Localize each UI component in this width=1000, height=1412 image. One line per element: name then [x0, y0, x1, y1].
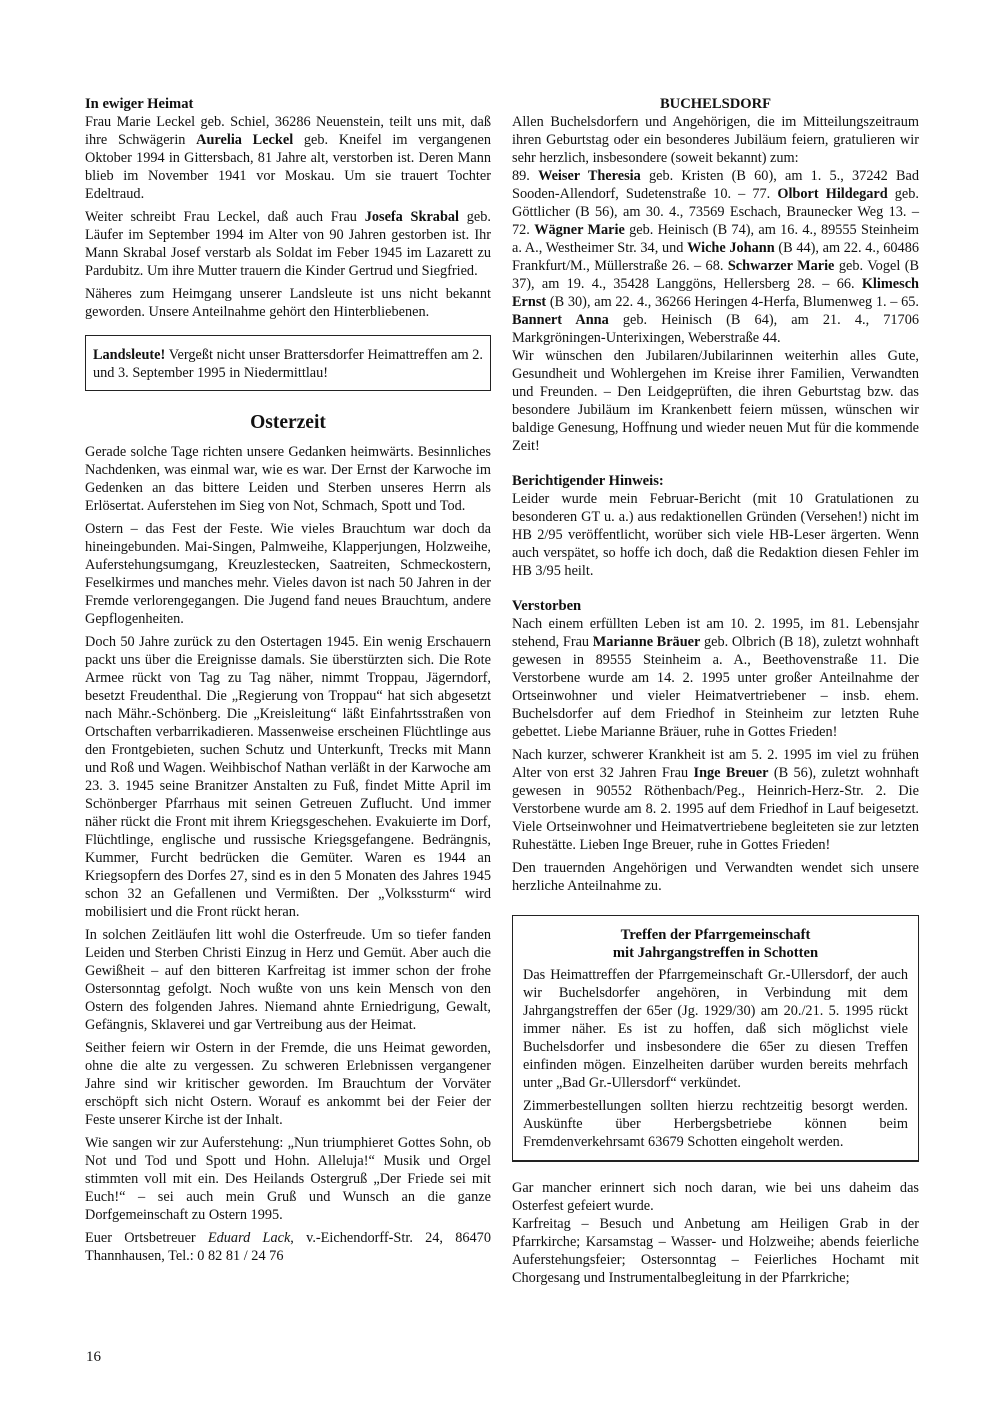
paragraph: Wie sangen wir zur Auferstehung: „Nun triumphieret Gottes Sohn, ob Not und Tod und Spott und Hohn. Alleluja!“ Musik und Orgel stimmten voll mit ein. Des Heilands Ostergruß „Der Friede sei mit Euch!“ – sei auch mein Gruß und Wunsch an die ganze Dorfgemeinschaft zu Ostern 1995. — [85, 1135, 491, 1223]
section-heading: Verstorben — [512, 598, 582, 614]
person-name: Wiche Johann — [687, 240, 775, 256]
signature-paragraph: Euer Ortsbetreuer Eduard Lack, v.-Eichendorff-Str. 24, 86470 Thannhausen, Tel.: 0 82 81 / 24 76 — [85, 1230, 491, 1264]
person-name: Wägner Marie — [534, 222, 625, 238]
osterzeit-article — [85, 411, 491, 1265]
paragraph: Zimmerbestellungen sollten hierzu rechtzeitig besorgt werden. Auskünfte über Herbergsbetriebe können beim Fremdenverkehrsamt 63679 Schotten eingeholt werden. — [523, 1098, 908, 1150]
box-title: Treffen der Pfarrgemeinschaft mit Jahrgangstreffen in Schotten — [612, 927, 819, 961]
paragraph: Weiter schreibt Frau Leckel, daß auch Frau Josefa Skrabal geb. Läufer im September 1994 im Alter von 90 Jahren gestorben ist. Ihr Mann Skrabal Josef verstarb als Soldat im Feber 1945 im Lazarett zu Pardubitz. Um ihre Mutter trauern die Kinder Gertrud und Siegfried. — [85, 209, 491, 279]
person-name: Olbort Hildegard — [777, 186, 888, 202]
spacer — [512, 460, 919, 472]
paragraph: Seither feiern wir Ostern in der Fremde, die uns Heimat geworden, ohne die alte zu vergessen. Zu schweren Erlebnissen vergangener Jahre sind wir kritischer geworden. Im Brauchtum der Vorväter erschöpft sich nicht Ostern. Worauf es ankommt bei der Feier der Feste unserer Kirche ist der Inhalt. — [85, 1040, 491, 1128]
verstorben-section — [512, 597, 919, 895]
paragraph: Doch 50 Jahre zurück zu den Ostertagen 1945. Ein wenig Erschauern packt uns über die Ereignisse damals. Sie überstürzten sich. Die Rote Armee rückt von Tag zu Tag näher, nimmt Troppau, Jägerndorf, besetzt Freudenthal. Die „Regierung von Troppau“ hat sich abgesetzt nach Mähr.-Schönberg. Die „Kreisleitung“ läßt Einfahrtsstraßen von Ortschaften verbarrikadieren. Massenweise erscheinen Flüchtlinge aus den Frontgebieten, suchen Schutz und Unterkunft, Trecks mit Mann und Roß und Wagen. Weihbischof Nathan verläßt in der Karwoche am 23. 3. 1945 seine Branitzer Anstalten zu Fuß, findet Mitte April im Schönberger Pfarrhaus mit seinen Getreuen Zuflucht. Und immer näher rückt die Front mit ihrem Kriegsgeschehen. Evakuierte im Dorf, Flüchtlinge, englische und russische Kriegsgefangene. Bedrängnis, Kummer, Furcht bedrücken die Gemüter. Waren es 1944 an Kriegsopfern des Dorfes 27, sind es in den 5 Monaten des Jahres 1945 schon 32 an Gefallenen und Vermißten. Der „Volkssturm“ wird mobilisiert und die Front rückt heran. — [85, 634, 491, 920]
notice-text: Landsleute! Vergeßt nicht unser Brattersdorfer Heimattreffen am 2. und 3. September 1995 in Niedermittlau! — [93, 347, 483, 381]
person-name: Weiser Theresia — [538, 168, 641, 184]
paragraph: Den trauernden Angehörigen und Verwandten wendet sich unsere herzliche Anteilnahme zu. — [512, 860, 919, 894]
paragraph: Das Heimattreffen der Pfarrgemeinschaft Gr.-Ullersdorf, der auch wir Buchelsdorfer angehören, in Verbindung mit dem Jahrgangstreffen der 65er (Jg. 1929/30) am 20./21. 5. 1995 rückt immer näher. Es ist zu hoffen, daß sich möglichst viele Buchelsdorfer und insbesondere die 65er zu diesen Treffen einfinden mögen. Einzelheiten darüber wurden bereits mehrfach unter „Bad Gr.-Ullersdorf“ verkündet. — [523, 967, 908, 1091]
section-heading: Berichtigender Hinweis: — [512, 473, 664, 489]
person-name: Marianne Bräuer — [592, 634, 701, 650]
paragraph: Nach einem erfüllten Leben ist am 10. 2. 1995, im 81. Lebensjahr stehend, Frau Marianne Bräuer geb. Olbrich (B 18), zuletzt wohnhaft gewesen in 89555 Steinheim a. A., Beethovenstraße 11. Die Verstorbene wurde am 14. 2. 1995 unter großer Anteilnahme der Ortseinwohner und vieler Heimatvertriebener – insb. ehem. Buchelsdorfer auf dem Friedhof in Steinheim zur letzten Ruhe gebettet. Liebe Marianne Bräuer, ruhe in Gottes Frieden! — [512, 616, 919, 740]
heimattreffen-notice-box — [85, 335, 491, 391]
paragraph: Allen Buchelsdorfern und Angehörigen, die im Mitteilungszeitraum ihren Geburtstag oder ein besonderes Jubiläum feiern, gratulieren wir sehr herzlich, insbesondere (soweit bekannt) zum: — [512, 114, 919, 166]
paragraph: Gar mancher erinnert sich noch daran, wie bei uns daheim das Osterfest gefeiert wurde. — [512, 1180, 919, 1214]
left-column — [85, 95, 491, 1270]
paragraph: Frau Marie Leckel geb. Schiel, 36286 Neuenstein, teilt uns mit, daß ihre Schwägerin Aurelia Leckel geb. Kneifel im vergangenen Oktober 1994 in Gittersbach, 81 Jahre alt, verstorben ist. Deren Mann blieb im November 1941 vor Moskau. Um sie trauert Tochter Edeltraud. — [85, 114, 491, 202]
osterfest-erinnerung-section — [512, 1179, 919, 1287]
in-ewiger-heimat-section — [85, 95, 491, 321]
paragraph: Gerade solche Tage richten unsere Gedanken heimwärts. Besinnliches Nachdenken, was einmal war, wie es war. Der Ernst der Karwoche im Gedenken an das bittere Leiden und Sterben unseres Herrn als Erlösertat. Auferstehen im Sieg von Not, Schmach, Spott und Tod. — [85, 444, 491, 514]
person-name: Klimesch Ernst — [512, 276, 919, 310]
person-name: Schwarzer Marie — [727, 258, 835, 274]
paragraph: Leider wurde mein Februar-Bericht (mit 10 Gratulationen zu besonderen GT u. a.) aus redaktionellen Gründen (Versehen!) nicht im HB 2/95 veröffentlicht, worüber sich viele HB-Leser ärgerten. Wenn auch verspätet, so hoffe ich doch, daß die Redaktion diesen Fehler im HB 3/95 heilt. — [512, 491, 919, 579]
section-heading: In ewiger Heimat — [85, 96, 194, 112]
paragraph: Wir wünschen den Jubilaren/Jubilarinnen weiterhin alles Gute, Gesundheit und Wohlergehen im Kreise ihrer Familien, Verwandten und Freunden. – Den Leidgeprüften, die ihren Geburtstag bzw. das besondere Jubiläum im Krankenbett feiern müssen, wünschen wir baldige Genesung, Hoffnung und wieder neuen Mut für die kommende Zeit! — [512, 348, 919, 454]
buchelsdorf-section — [512, 95, 919, 455]
person-name: Josefa Skrabal — [364, 209, 460, 225]
paragraph: Näheres zum Heimgang unserer Landsleute ist uns nicht bekannt geworden. Unsere Anteilnahme gehört den Hinterbliebenen. — [85, 286, 491, 320]
spacer — [512, 585, 919, 597]
birthday-list: 89. Weiser Theresia geb. Kristen (B 60), am 1. 5., 37242 Bad Sooden-Allendorf, Sudetenstraße 10. – 77. Olbort Hildegard geb. Göttlicher (B 56), am 30. 4., 73569 Eschach, Braunecker Weg 13. – 72. Wägner Marie geb. Heinisch (B 74), am 16. 4., 89555 Steinheim a. A., Westheimer Str. 34, und Wiche Johann (B 44), am 22. 4., 60486 Frankfurt/M., Müllerstraße 26. – 68. Schwarzer Marie geb. Vogel (B 37), am 19. 4., 35428 Langgöns, Hellersberg 28. – 66. Klimesch Ernst (B 30), am 22. 4., 36266 Heringen 4-Herfa, Blumenweg 1. – 65. Bannert Anna geb. Heinisch (B 64), am 21. 4., 71706 Markgröningen-Unterixingen, Weberstraße 44. — [512, 168, 920, 346]
paragraph: Karfreitag – Besuch und Anbetung am Heiligen Grab in der Pfarrkirche; Karsamstag – Wasser- und Holzweihe; abends feierliche Auferstehungsfeier; Ostersonntag – Feierliches Hochamt mit Chorgesang und Instrumentalbegleitung in der Pfarrkriche; — [512, 1216, 919, 1286]
paragraph: In solchen Zeitläufen litt wohl die Osterfreude. Um so tiefer fanden Leiden und Sterben Christi Einzug in Herz und Gemüt. Aber auch die Gewißheit – auf den bitteren Karfreitag ist immer schon der frohe Ostersonntag gefolgt. Noch wußte von uns kein Mensch von den Ostern des folgenden Jahres. Niemand ahnte Erniedrigung, Gewalt, Gefängnis, Sklaverei und gar Vertreibung aus der Heimat. — [85, 927, 491, 1033]
paragraph: Ostern – das Fest der Feste. Wie vieles Brauchtum war doch da hineingebunden. Mai-Singen, Palmweihe, Klapperjungen, Holzweihe, Auferstehungsumgang, Kreuzlestecken, Saatreiten, Schmeckostern, Feselkirmes und manches mehr. Vieles davon ist nach 50 Jahren in der Fremde verlorengegangen. Die Jugend fand neues Brauchtum, andere Gepflogenheiten. — [85, 521, 491, 627]
berichtigender-hinweis-section — [512, 472, 919, 580]
author-name: Eduard Lack — [207, 1230, 291, 1246]
pfarrgemeinschaft-treffen-box — [512, 915, 919, 1162]
person-name: Aurelia Leckel — [196, 132, 294, 148]
section-heading: BUCHELSDORF — [659, 96, 772, 112]
paragraph: Nach kurzer, schwerer Krankheit ist am 5. 2. 1995 im viel zu frühen Alter von erst 32 Jahren Frau Inge Breuer (B 56), zuletzt wohnhaft gewesen in 90552 Röthenbach/Peg., Heinrich-Herz-Str. 2. Die Verstorbene wurde am 8. 2. 1995 auf dem Friedhof in Lauf beigesetzt. Viele Ortseinwohner und Heimatvertriebene begleiteten sie zur letzten Ruhestätte. Lieben Inge Breuer, ruhe in Gottes Frieden! — [512, 747, 920, 853]
person-name: Inge Breuer — [693, 765, 769, 781]
right-column — [512, 95, 919, 1292]
person-name: Bannert Anna — [512, 312, 609, 328]
page-number: 16 — [86, 1349, 101, 1365]
article-title: Osterzeit — [250, 412, 326, 433]
